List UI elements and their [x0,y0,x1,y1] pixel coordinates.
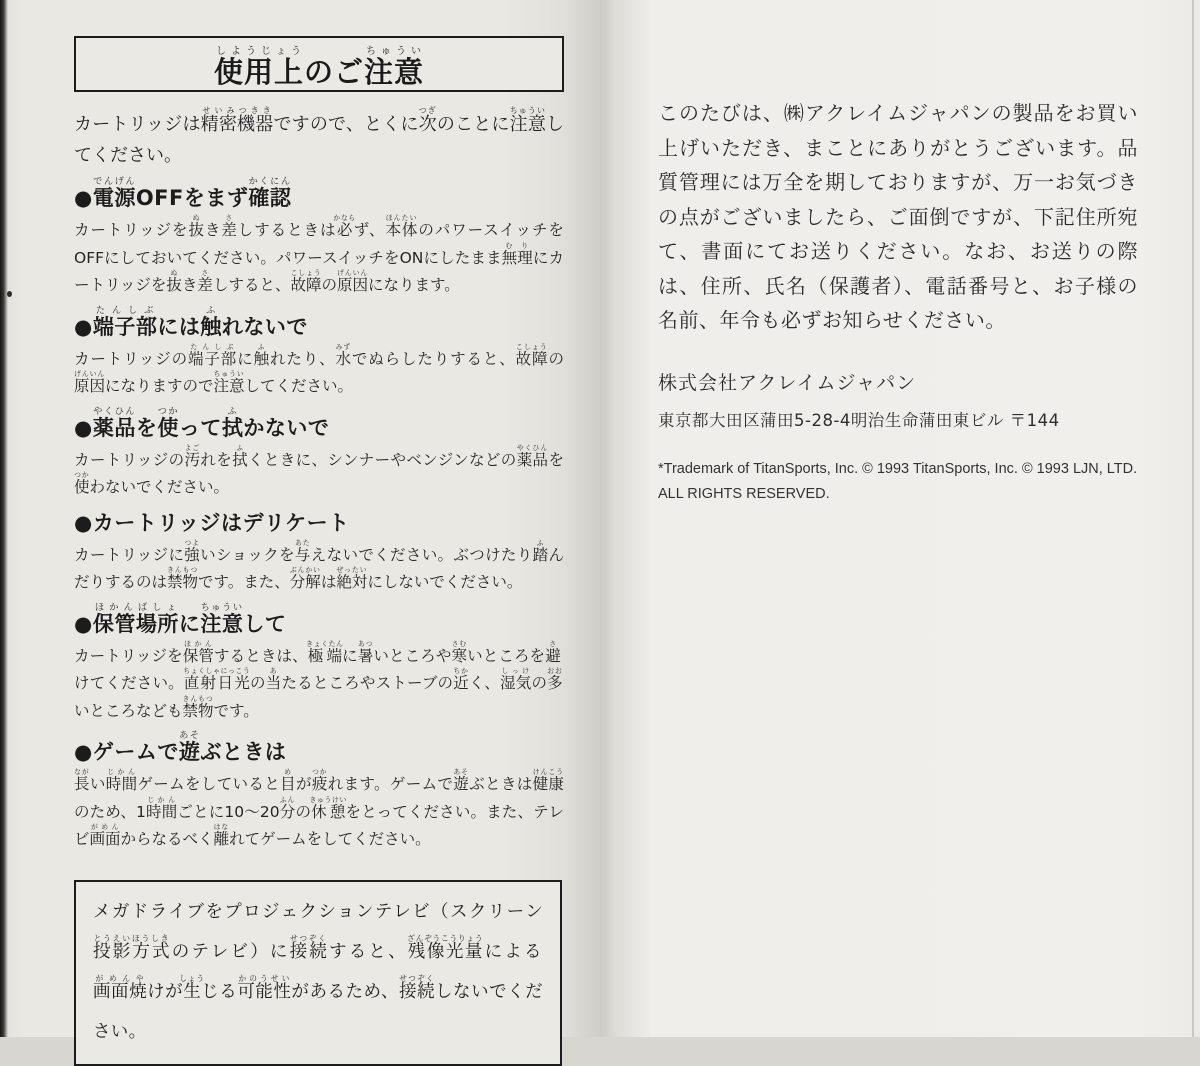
section-body: カートリッジを抜ぬき差さしするときは必かならず、本体ほんたいのパワースイッチをOFFにしておいてください。パワースイッチをONにしたまま無理むりにカートリッジを抜ぬき差さしすると、故障こしょうの原因げんいんになります。 [74,214,564,294]
company-address: 東京都大田区蒲田5-28-4明治生命蒲田東ビル 〒144 [658,410,1060,430]
section-heading: ●ゲームで遊あそぶときは [74,730,287,764]
section-body: カートリッジの汚よごれを拭ふくときに、シンナーやベンジンなどの薬品やくひんを使つかわないでください。 [74,443,564,496]
company-name: 株式会社アクレイムジャパン [658,371,917,394]
usage-section-play [74,730,564,854]
section-heading: ●端子部たんしぶには触ふれないで [74,304,308,339]
usage-section-delicate [74,507,564,597]
trademark-notice: *Trademark of TitanSports, Inc. © 1993 TitanSports, Inc. © 1993 LJN, LTD. ALL RIGHTS RESERVED. [658,460,1138,502]
warning-text: メガドライブをプロジェクションテレビ（スクリーン投影方式とうえいほうしきのテレビ）に接続せつぞくすると、残像光量ざんぞうこうりょうによる画面焼がめんやけが生しょうじる可能性かのうせいがあるため、接続せつぞくしないでください。 [93,901,543,1042]
usage-section-storage [74,602,564,726]
section-heading: ●電源でんげんOFFをまず確認かくにん [74,176,292,210]
page-title: 使用上しようじょうのご注意ちゅうい [213,46,425,89]
usage-section-terminals [74,305,564,401]
section-body: 長ながい時間じかんゲームをしていると目めが疲つかれます。ゲームで遊あそぶときは健康けんこうのため、1時間じかんごとに10〜20分ふんの休憩きゅうけいをとってください。また、テレビ画面がめんからなるべく離はなれてゲームをしてください。 [74,768,564,848]
page-edge-line [1192,0,1194,1037]
section-body: カートリッジに強つよいショックを与あたえないでください。ぶつけたり踏ふんだりするのは禁物きんもつです。また、分解ぶんかいは絶対ぜったいにしないでください。 [74,538,564,591]
intro-paragraph: カートリッジは精密機器せいみつききですので、とくに次つぎのことに注意ちゅういしてください。 [74,106,565,166]
projection-warning-box [74,880,562,1066]
section-body: カートリッジを保管ほかんするときは、極端きょくたんに暑あついところや寒さむいところを避さけてください。直射日光ちょくしゃにっこうの当あたるところやストーブの近ちかく、湿気しっけの多おおいところなども禁物きんもつです。 [74,639,563,720]
thanks-paragraph: このたびは、㈱アクレイムジャパンの製品をお買い上げいただき、まことにありがとうございます。品質管理には万全を期しておりますが、万一お気づきの点がございましたら、ご面倒ですが、下記住所宛て、書面にてお送りください。なお、お送りの際は、住所、氏名（保護者）、電話番号と、お子様の名前、年令も必ずお知らせください。 [658,101,1138,332]
page-right [600,0,1200,1037]
page-left [0,0,600,1042]
scan-speck [7,291,12,297]
usage-section-power [74,176,564,300]
title-box [74,36,564,92]
usage-section-chemicals [74,406,564,502]
section-heading: ●保管場所ほかんばしょに注意ちゅういして [74,601,287,636]
section-heading: ●カートリッジはデリケート [74,510,350,535]
section-heading: ●薬品やくひんを使つかって拭ふかないで [74,405,330,440]
left-edge-shadow [0,0,8,1037]
section-body: カートリッジの端子部たんしぶに触ふれたり、水みずでぬらしたりすると、故障こしょうの原因げんいんになりますので注意ちゅういしてください。 [74,342,564,395]
